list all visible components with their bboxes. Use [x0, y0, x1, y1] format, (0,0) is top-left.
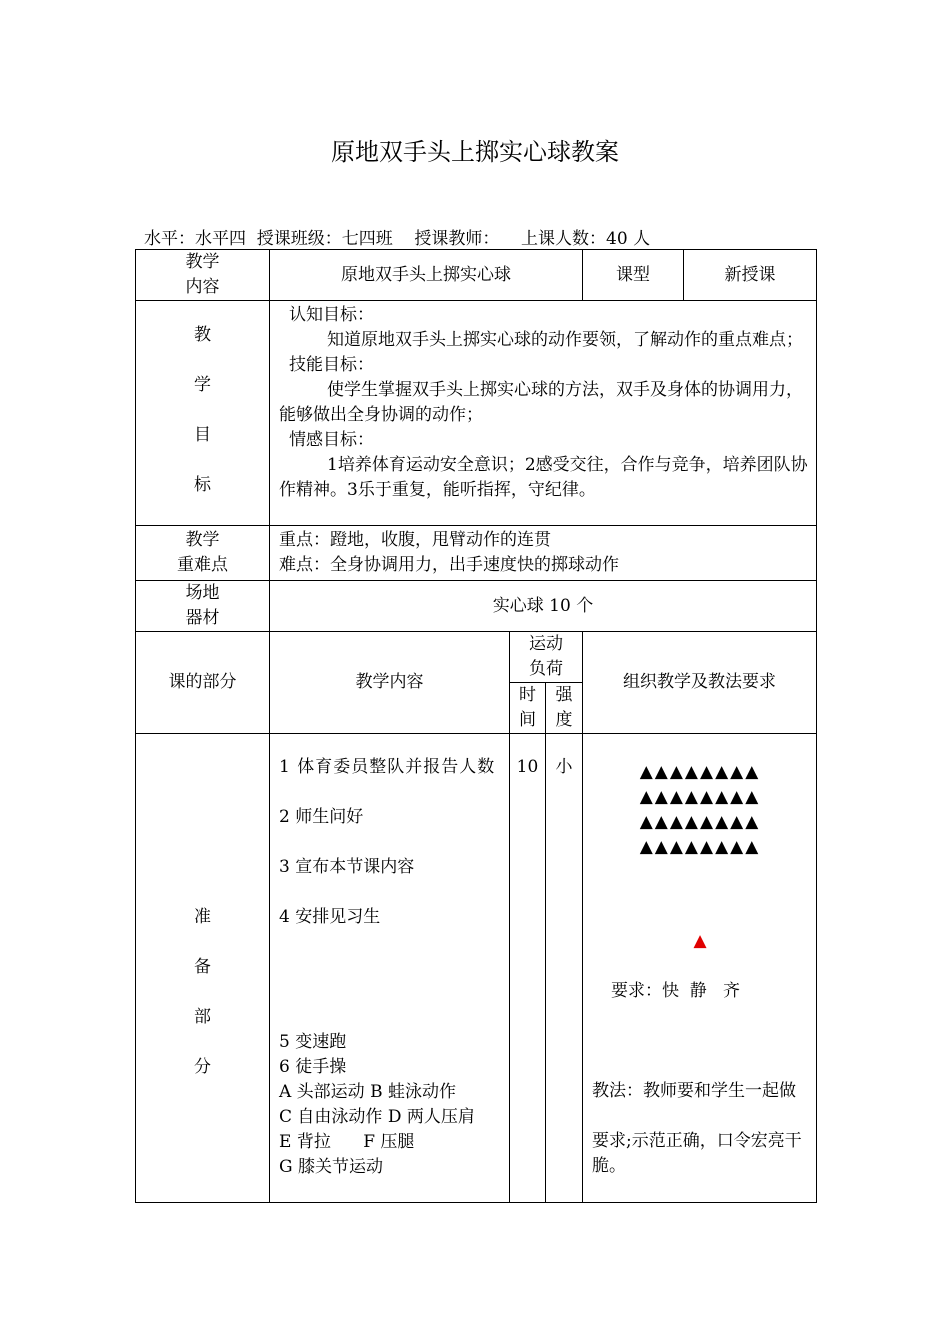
- header-load: 负荷: [529, 659, 563, 679]
- content-label-cell: [136, 250, 270, 301]
- header-intensity: 度: [555, 710, 573, 730]
- prep-subitem: C 自由泳动作 D 两人压肩: [279, 1107, 475, 1127]
- goals-label-char: 目: [194, 425, 211, 445]
- cognitive-title: 认知目标：: [289, 305, 374, 325]
- prep-label-char: 分: [194, 1057, 211, 1077]
- goals-content-cell: [270, 301, 817, 526]
- prep-label-char: 部: [194, 1007, 211, 1027]
- prep-intensity: 小: [546, 734, 583, 1203]
- formation-row: ▲▲▲▲▲▲▲▲: [639, 762, 761, 782]
- content-label: 教学: [185, 252, 220, 272]
- prep-org-cell: [583, 734, 817, 1203]
- formation-row: ▲▲▲▲▲▲▲▲: [639, 812, 761, 832]
- venue-value: 实心球 10 个: [270, 581, 817, 632]
- skill-text: 使学生掌握双手头上掷实心球的方法，双手及身体的协调用力，能够做出全身协调的动作；: [279, 380, 803, 425]
- formation-row: ▲▲▲▲▲▲▲▲: [639, 787, 761, 807]
- goals-label-char: 标: [194, 475, 211, 495]
- prep-label-char: 准: [194, 907, 211, 927]
- prep-item: 2 师生问好: [279, 807, 364, 827]
- emotion-text: 1培养体育运动安全意识；2感受交往，合作与竞争，培养团队协作精神。3乐于重复，能听指挥，守纪律。: [279, 455, 808, 500]
- prep-item: 5 变速跑: [279, 1032, 347, 1052]
- difficulty-label: 教学: [185, 530, 220, 550]
- header-org: 组织教学及教法要求: [583, 632, 817, 734]
- formation-row: ▲▲▲▲▲▲▲▲: [639, 837, 761, 857]
- prep-subitem: E 背拉 F 压腿: [279, 1132, 415, 1152]
- prep-time: 10: [510, 734, 546, 1203]
- header-part: 课的部分: [136, 632, 270, 734]
- header-time: 间: [519, 710, 536, 730]
- header-intensity-cell: [546, 683, 583, 734]
- goals-label-char: 学: [194, 375, 211, 395]
- prep-item: 6 徒手操: [279, 1057, 347, 1077]
- type-value: 新授课: [684, 250, 817, 301]
- prep-item: 4 安排见习生: [279, 907, 381, 927]
- header-load: 运动: [529, 634, 563, 654]
- goals-label-char: 教: [194, 325, 211, 345]
- key-point: 重点：蹬地，收腹，甩臂动作的连贯: [279, 530, 551, 550]
- difficulty-label-cell: [136, 526, 270, 581]
- prep-requirement-2: 要求;示范正确，口令宏亮干脆。: [592, 1131, 802, 1176]
- venue-label-cell: [136, 581, 270, 632]
- content-value: 原地双手头上掷实心球: [270, 250, 583, 301]
- hard-point: 难点：全身协调用力，出手速度快的掷球动作: [279, 555, 619, 575]
- content-row: [136, 250, 817, 301]
- header-intensity: 强: [555, 685, 573, 705]
- prep-subitem: A 头部运动 B 蛙泳动作: [279, 1082, 456, 1102]
- difficulty-row: [136, 526, 817, 581]
- emotion-title: 情感目标：: [289, 430, 374, 450]
- header-load-cell: [510, 632, 583, 683]
- prep-row: [136, 734, 817, 1203]
- lesson-meta: 水平：水平四 授课班级：七四班 授课教师： 上课人数：40 人: [144, 229, 651, 249]
- prep-method: 教法：教师要和学生一起做: [592, 1081, 796, 1101]
- prep-label-cell: [136, 734, 270, 1203]
- header-row-1: [136, 632, 817, 683]
- prep-content-cell: [270, 734, 510, 1203]
- header-time: 时: [519, 685, 536, 705]
- venue-label: 场地: [185, 583, 220, 603]
- difficulty-content-cell: [270, 526, 817, 581]
- page-title: 原地双手头上掷实心球教案: [331, 138, 619, 166]
- content-label: 内容: [185, 277, 220, 297]
- goals-row: [136, 301, 817, 526]
- venue-row: [136, 581, 817, 632]
- lesson-plan-table: [135, 249, 817, 1203]
- prep-item: 1 体育委员整队并报告人数: [279, 757, 496, 777]
- prep-subitem: G 膝关节运动: [279, 1157, 383, 1177]
- prep-item: 3 宣布本节课内容: [279, 857, 415, 877]
- skill-title: 技能目标：: [289, 355, 374, 375]
- prep-requirement: 要求：快 静 齐: [611, 981, 741, 1001]
- type-label: 课型: [583, 250, 684, 301]
- header-time-cell: [510, 683, 546, 734]
- prep-label-char: 备: [194, 957, 211, 977]
- venue-label: 器材: [185, 608, 220, 628]
- teacher-marker: ▲: [693, 931, 707, 951]
- cognitive-text: 知道原地双手头上掷实心球的动作要领，了解动作的重点难点；: [327, 330, 803, 350]
- goals-label-cell: [136, 301, 270, 526]
- header-content: 教学内容: [270, 632, 510, 734]
- difficulty-label: 重难点: [177, 555, 228, 575]
- student-formation: [592, 760, 808, 860]
